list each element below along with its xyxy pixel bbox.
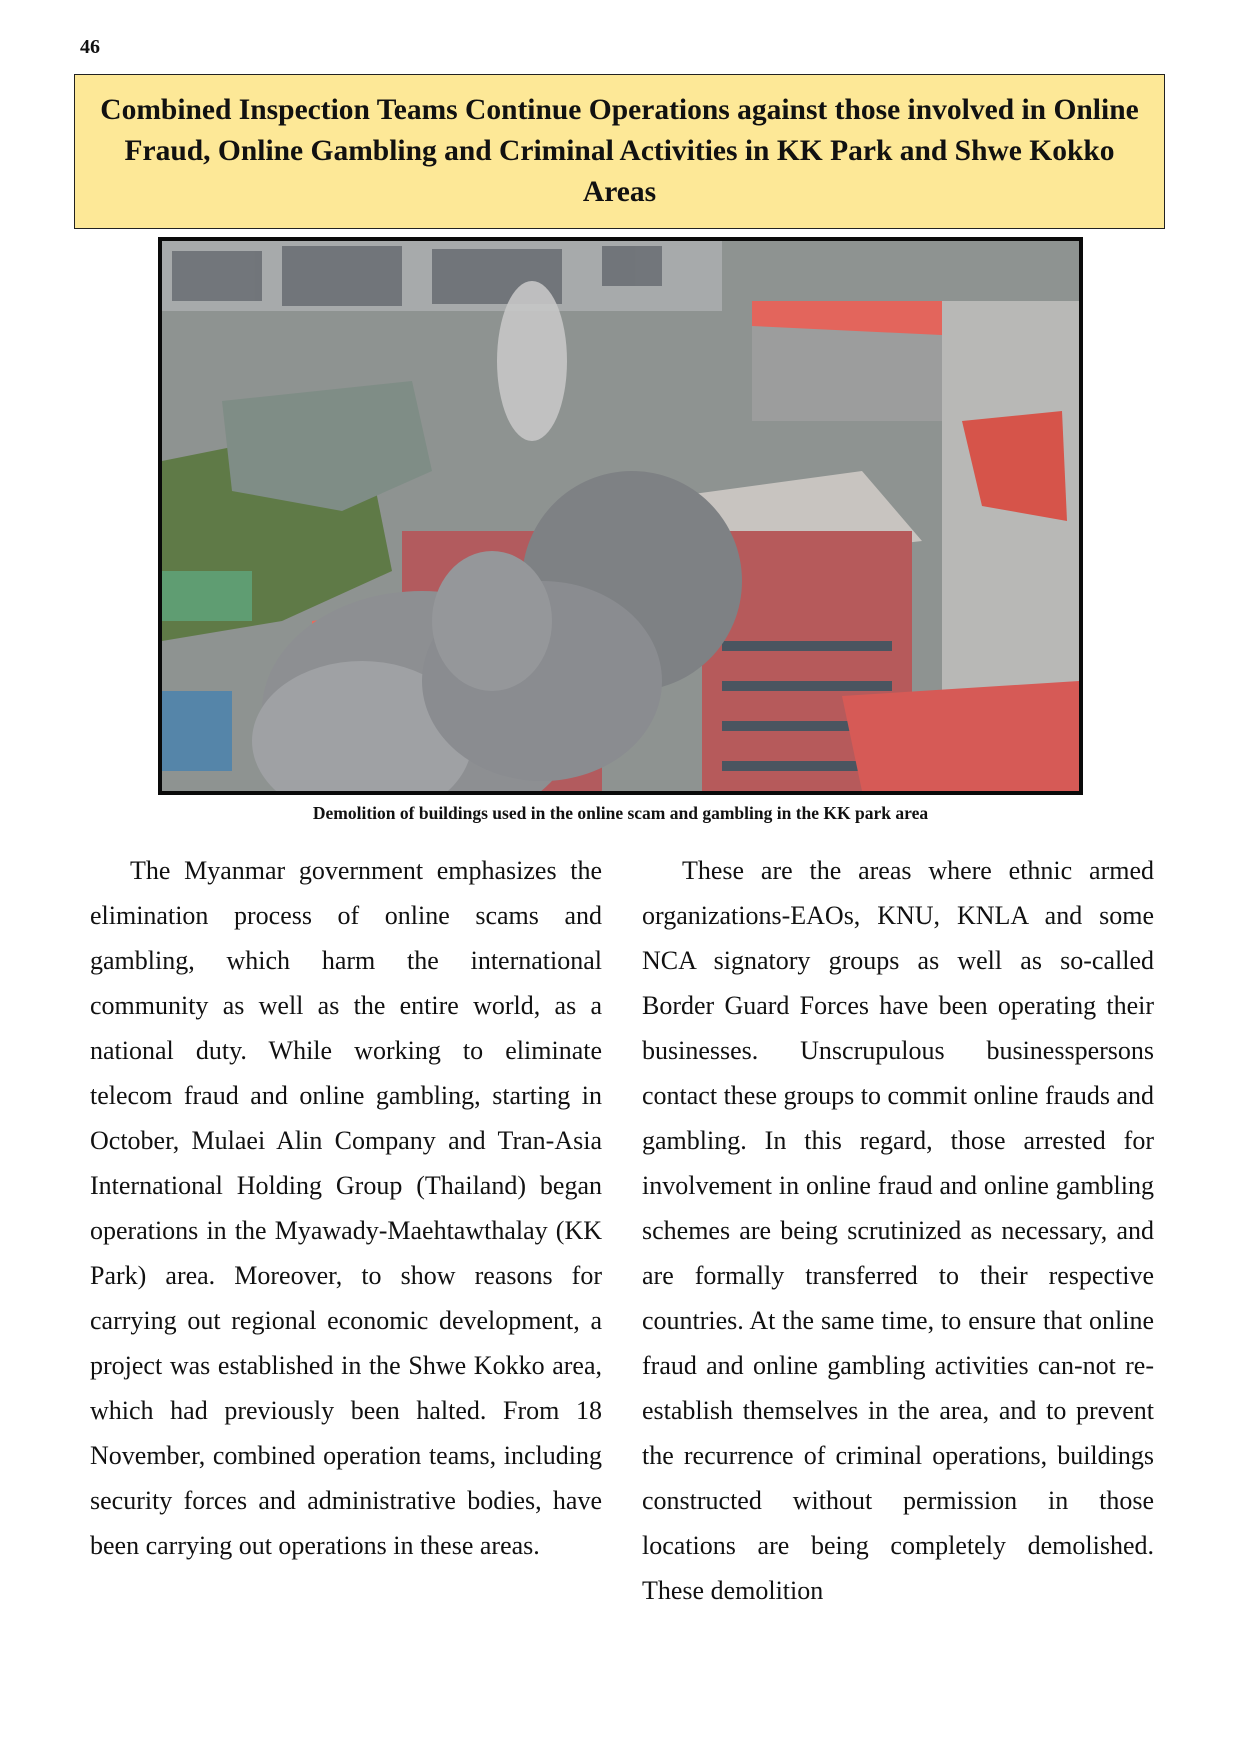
demolition-photo [158,237,1083,795]
paragraph: These are the areas where ethnic armed organizations-EAOs, KNU, KNLA and some NCA signatory groups as well as so-called Border Guard Forces have been operating their businesses. Unscrupulous businesspersons contact these groups to commit online frauds and gambling. In this regard, those arrested for involvement in online fraud and online gambling schemes are being scrutinized as necessary, and are formally transferred to their respective countries. At the same time, to ensure that online fraud and online gambling activities can-not re-establish themselves in the area, and to prevent the recurrence of criminal operations, buildings constructed without permission in those locations are being completely demolished. These demolition [642,856,1154,1605]
article-title: Combined Inspection Teams Continue Operations against those involved in Online Fraud, Online Gambling and Criminal Activities in KK Park and Shwe Kokko Areas [100,94,1139,208]
photo-caption: Demolition of buildings used in the online scam and gambling in the KK park area [312,803,929,823]
paragraph: The Myanmar government emphasizes the elimination process of online scams and gambling, which harm the international community as well as the entire world, as a national duty. While working to eliminate telecom fraud and online gambling, starting in October, Mulaei Alin Company and Tran-Asia International Holding Group (Thailand) began operations in the Myawady-Maehtawthalay (KK Park) area. Moreover, to show reasons for carrying out regional economic development, a project was established in the Shwe Kokko area, which had previously been halted. From 18 November, combined operation teams, including security forces and administrative bodies, have been carrying out operations in these areas. [90,856,602,1560]
body-column-left [90,848,602,1568]
page-number: 46 [80,36,100,58]
body-column-right [642,848,1154,1613]
article-title-box [74,74,1165,229]
demolition-photo-illustration [162,241,1079,791]
